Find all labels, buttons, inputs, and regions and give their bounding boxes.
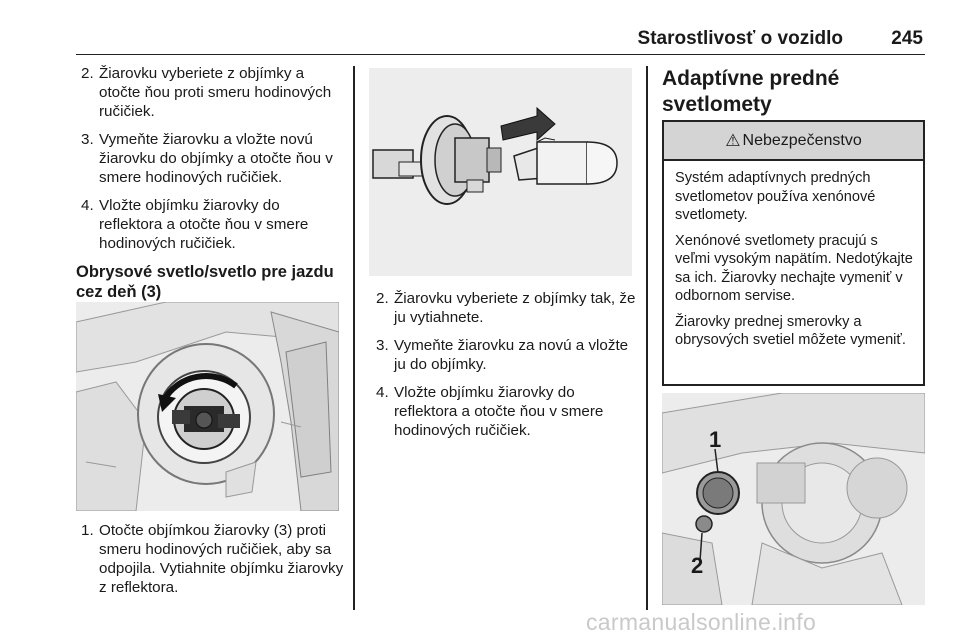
step-text: Vymeňte žiarovku a vložte novú žiarovku do objímky a otočte ňou v smere hodinových ručičiek. — [99, 131, 333, 186]
list-item: 1. Otočte objímkou žiarovky (3) proti smeru hodinových ručičiek, aby sa odpojila. Vytiahnite objímku žiarovky z reflektora. — [81, 522, 344, 596]
warning-title: Nebezpečenstvo — [742, 131, 862, 149]
list-item: 4. Vložte objímku žiarovky do reflektora a otočte ňou v smere hodinových ručičiek. — [81, 197, 309, 252]
step-text: Vymeňte žiarovku za novú a vložte ju do objímky. — [394, 337, 629, 373]
list-item: 3. Vymeňte žiarovku a vložte novú žiarovku do objímky a otočte ňou v smere hodinových ručičiek. — [81, 131, 333, 186]
warning-paragraph: Systém adaptívnych predných svetlometov používa xenónové svetlomety. — [675, 170, 876, 223]
page-title: Starostlivosť o vozidlo — [637, 28, 843, 49]
figure-label-2: 2 — [691, 553, 704, 578]
step-list — [371, 289, 639, 440]
list-item: 2. Žiarovku vyberiete z objímky tak, že ju vytiahnete. — [376, 290, 636, 326]
step-list — [76, 64, 346, 253]
list-item: 2. Žiarovku vyberiete z objímky a otočte ňou proti smeru hodinových ručičiek. — [81, 65, 332, 120]
subheading: Obrysové svetlo/svetlo pre jazdu cez deň (3) — [76, 263, 334, 301]
column-divider-right — [646, 66, 648, 610]
warning-header — [664, 122, 923, 161]
step-text: Otočte objímkou žiarovky (3) proti smeru hodinových ručičiek, aby sa odpojila. Vytiahnite objímku žiarovky z reflektora. — [99, 522, 344, 596]
column-1 — [76, 64, 346, 302]
column-3 — [662, 66, 924, 118]
warning-paragraph: Žiarovky prednej smerovky a obrysových svetiel môžete vymeniť. — [675, 313, 906, 348]
step-text: Žiarovku vyberiete z objímky a otočte ňou proti smeru hodinových ručičiek. — [99, 65, 332, 120]
column-1-lower — [76, 521, 350, 606]
figure-bulb-removal — [369, 68, 632, 276]
list-item: 4. Vložte objímku žiarovky do reflektora a otočte ňou v smere hodinových ručičiek. — [376, 384, 604, 439]
page-number: 245 — [891, 28, 923, 49]
step-list — [76, 521, 350, 597]
column-divider-left — [353, 66, 355, 610]
step-text: Žiarovku vyberiete z objímky tak, že ju vytiahnete. — [394, 290, 636, 326]
warning-triangle-icon: ⚠ — [725, 130, 741, 150]
bulb-socket-illustration — [369, 68, 632, 276]
step-text: Vložte objímku žiarovky do reflektora a otočte ňou v smere hodinových ručičiek. — [99, 197, 309, 252]
figure-headlamp-numbered — [662, 393, 925, 605]
warning-body — [664, 161, 923, 350]
warning-paragraph: Xenónové svetlomety pracujú s veľmi vysokým napätím. Nedotýkajte sa ich. Žiarovky nechajte vymeniť v odbornom servise. — [675, 232, 913, 304]
step-text: Vložte objímku žiarovky do reflektora a otočte ňou v smere hodinových ručičiek. — [394, 384, 604, 439]
watermark: carmanualsonline.info — [586, 609, 817, 635]
section-heading: Adaptívne predné svetlomety — [662, 67, 840, 116]
headlamp-illustration — [76, 302, 339, 511]
warning-box — [662, 120, 925, 386]
column-2 — [371, 289, 639, 449]
page-header — [76, 24, 925, 55]
figure-bulb-socket-rotation — [76, 302, 339, 511]
list-item: 3. Vymeňte žiarovku za novú a vložte ju do objímky. — [376, 337, 629, 373]
figure-label-1: 1 — [709, 427, 722, 452]
